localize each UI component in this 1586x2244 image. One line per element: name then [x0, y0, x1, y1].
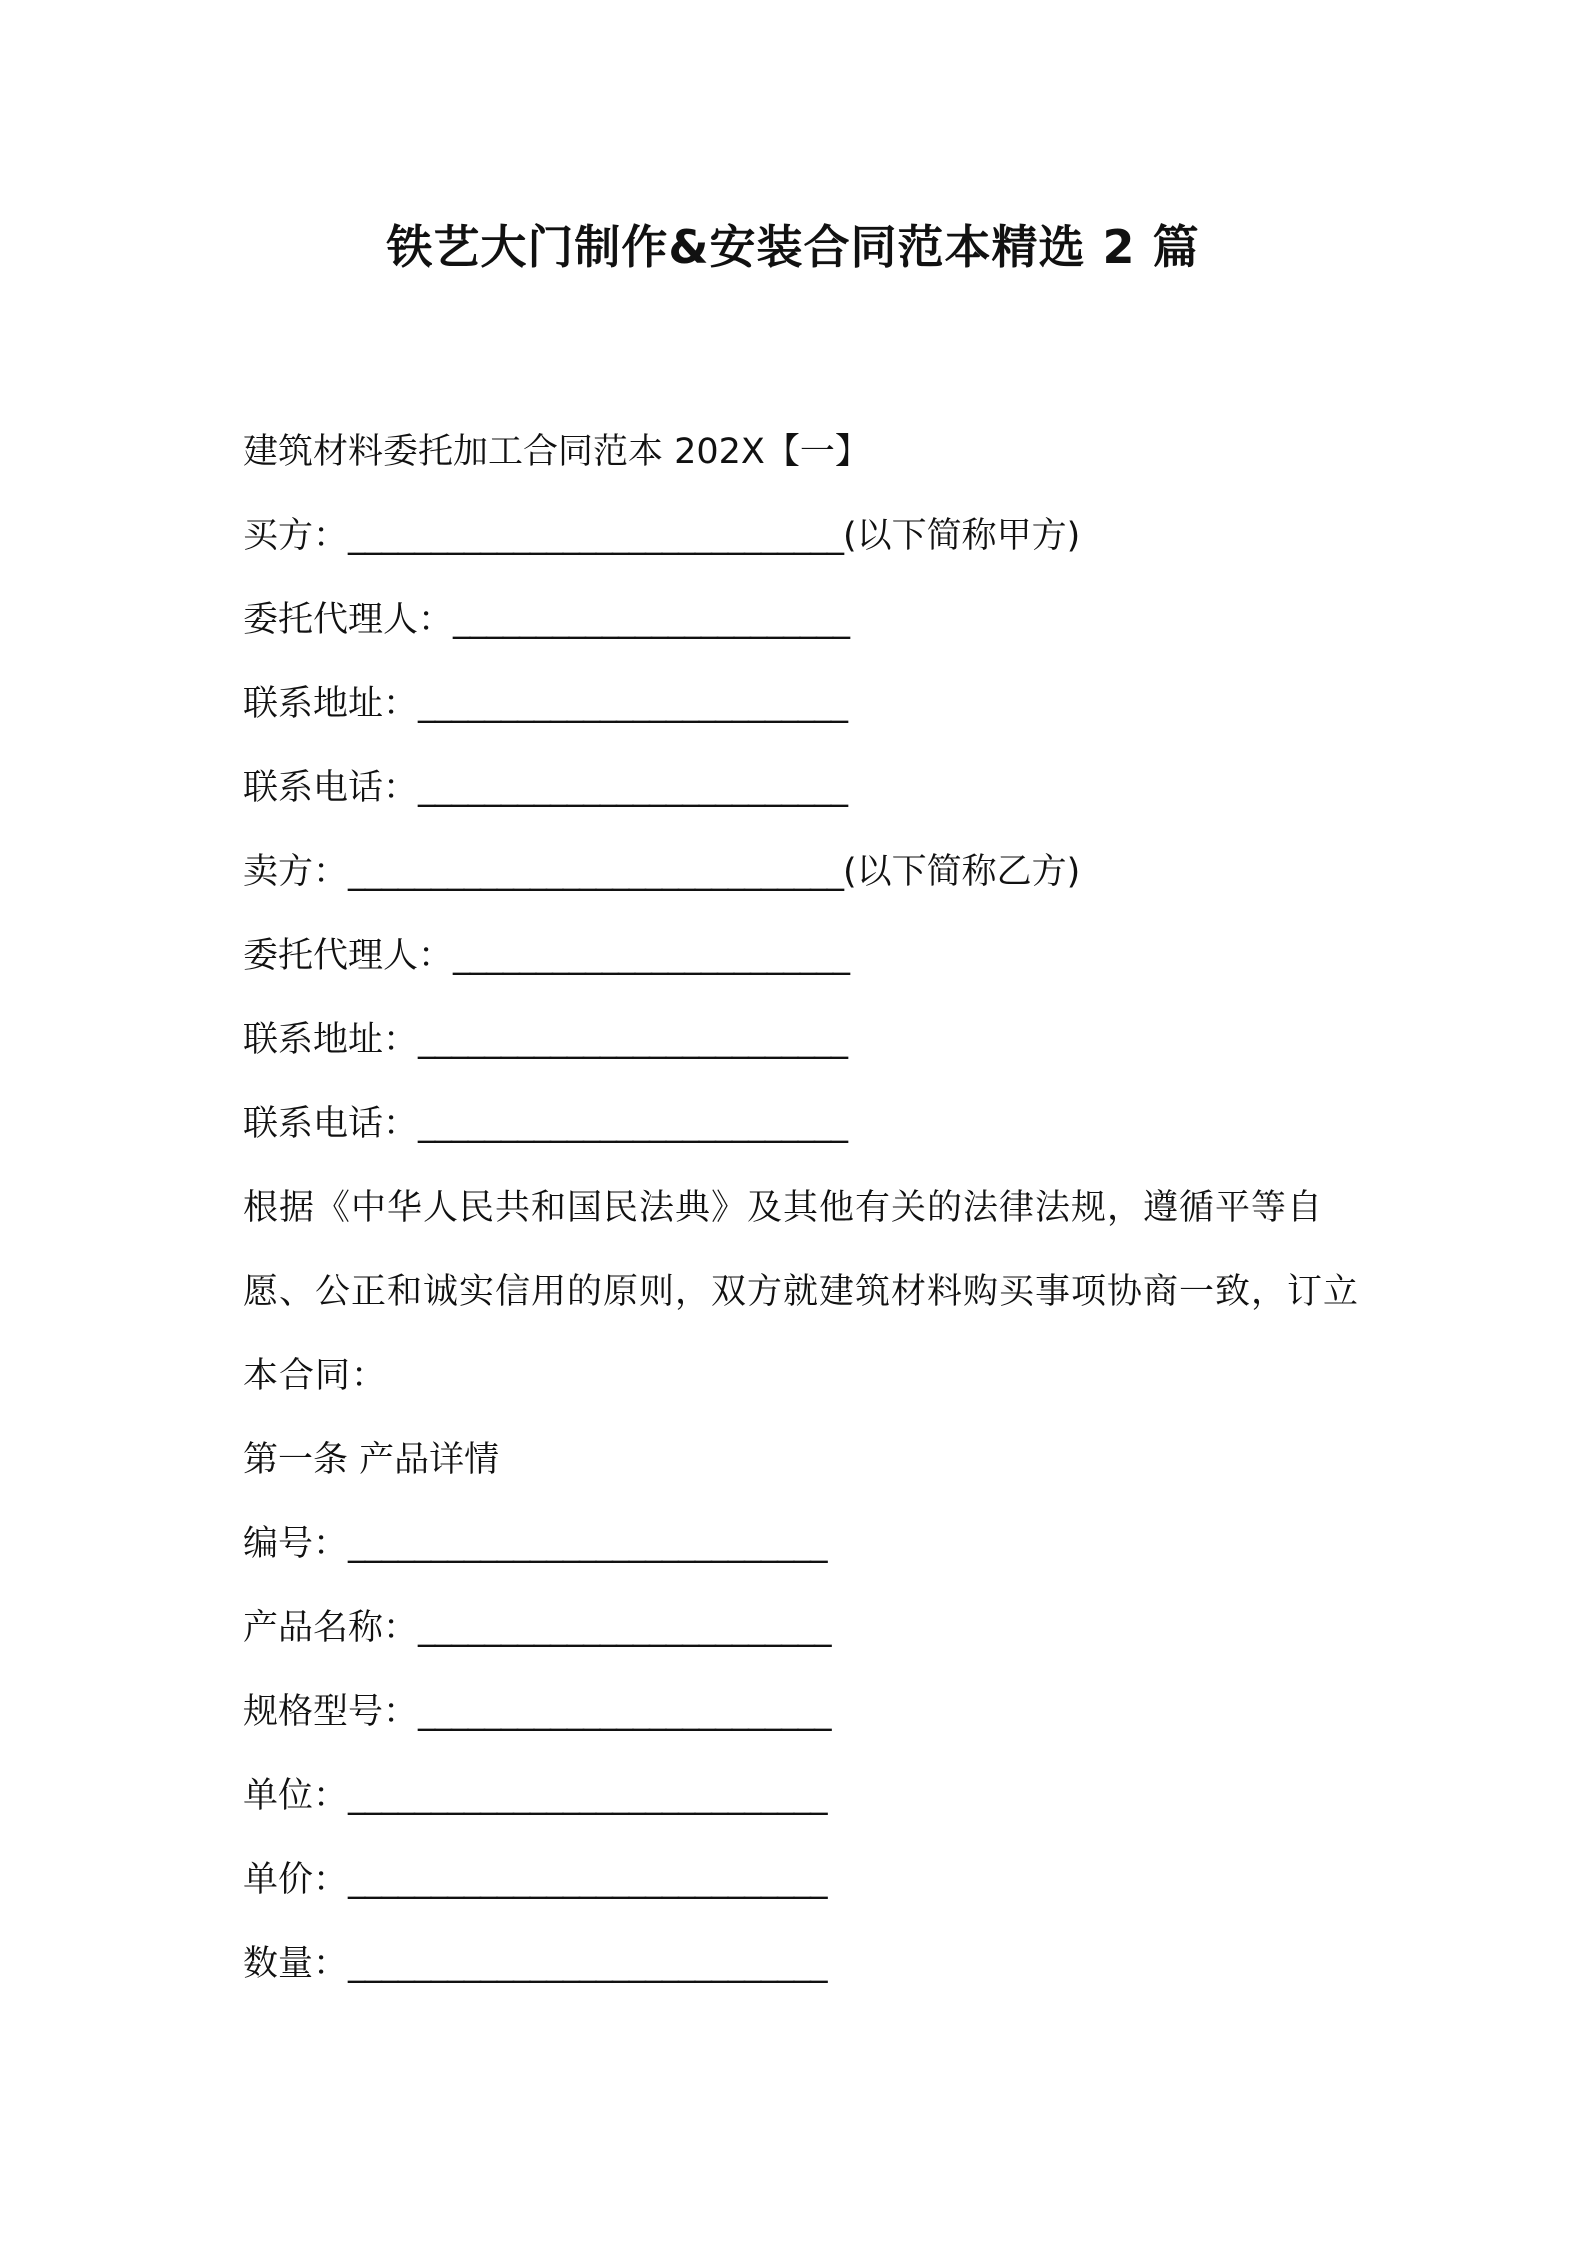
- field-blank: _____________________________: [348, 1524, 827, 1564]
- buyer-address-label: 联系地址：: [243, 684, 419, 724]
- field-label: 产品名称：: [243, 1608, 419, 1648]
- field-blank: _________________________: [418, 1692, 831, 1732]
- contract-subtitle: 建筑材料委托加工合同范本 202X【一】: [243, 432, 870, 472]
- field-label: 数量：: [243, 1944, 349, 1984]
- seller-label: 卖方：: [243, 852, 349, 892]
- seller-agent-blank: ________________________: [453, 936, 850, 976]
- seller-address-blank: __________________________: [418, 1020, 848, 1060]
- seller-phone-blank: __________________________: [418, 1104, 848, 1144]
- seller-agent-label: 委托代理人：: [243, 936, 454, 976]
- seller-phone-label: 联系电话：: [243, 1104, 419, 1144]
- seller-address-line: [243, 998, 1373, 1082]
- field-label: 单价：: [243, 1860, 349, 1900]
- field-label: 单位：: [243, 1776, 349, 1816]
- product-field-quantity: [243, 1922, 1373, 2006]
- field-blank: _____________________________: [348, 1944, 827, 1984]
- seller-line: [243, 830, 1373, 914]
- field-label: 规格型号：: [243, 1692, 419, 1732]
- buyer-agent-blank: ________________________: [453, 600, 850, 640]
- field-label: 编号：: [243, 1524, 349, 1564]
- product-field-unit: [243, 1754, 1373, 1838]
- preamble-paragraph: 根据《中华人民共和国民法典》及其他有关的法律法规，遵循平等自愿、公正和诚实信用的原则，双方就建筑材料购买事项协商一致，订立本合同：: [243, 1188, 1360, 1396]
- buyer-line: [243, 494, 1373, 578]
- seller-suffix: (以下简称乙方): [843, 852, 1081, 892]
- buyer-address-line: [243, 662, 1373, 746]
- buyer-phone-label: 联系电话：: [243, 768, 419, 808]
- field-blank: _____________________________: [348, 1776, 827, 1816]
- product-field-number: [243, 1502, 1373, 1586]
- buyer-agent-line: [243, 578, 1373, 662]
- buyer-phone-blank: __________________________: [418, 768, 848, 808]
- product-field-spec: [243, 1670, 1373, 1754]
- document-title: 铁艺大门制作&安装合同范本精选 2 篇: [386, 220, 1200, 274]
- field-blank: _____________________________: [348, 1860, 827, 1900]
- seller-agent-line: [243, 914, 1373, 998]
- buyer-label: 买方：: [243, 516, 349, 556]
- buyer-agent-label: 委托代理人：: [243, 600, 454, 640]
- seller-phone-line: [243, 1082, 1373, 1166]
- product-field-name: [243, 1586, 1373, 1670]
- document-body: [243, 410, 1373, 2006]
- buyer-suffix: (以下简称甲方): [843, 516, 1081, 556]
- seller-address-label: 联系地址：: [243, 1020, 419, 1060]
- buyer-phone-line: [243, 746, 1373, 830]
- article-one-heading: 第一条 产品详情: [243, 1440, 500, 1480]
- buyer-blank: ______________________________: [348, 516, 844, 556]
- product-field-unit-price: [243, 1838, 1373, 1922]
- seller-blank: ______________________________: [348, 852, 844, 892]
- field-blank: _________________________: [418, 1608, 831, 1648]
- buyer-address-blank: __________________________: [418, 684, 848, 724]
